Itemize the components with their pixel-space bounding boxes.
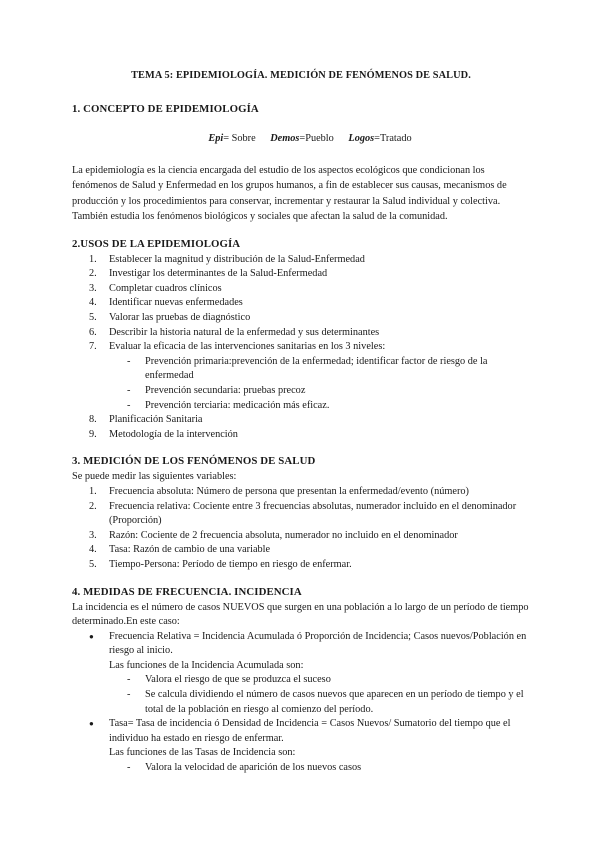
- sub-list-item: - Prevención terciaria: medicación más eficaz.: [127, 399, 330, 411]
- sub-list-item: - Se calcula dividiendo el número de casos nuevos que aparecen en un período de tiempo y el total de la población en riesgo al comienzo del período.: [127, 689, 524, 715]
- list-item: 1. Frecuencia absoluta: Número de persona que presentan la enfermedad/evento (número): [89, 485, 469, 497]
- section-4: [72, 586, 530, 776]
- list-item: 4. Tasa: Razón de cambio de una variable: [89, 544, 271, 556]
- section-2: [72, 238, 530, 443]
- list-item: 8. Planificación Sanitaria: [89, 414, 203, 426]
- section-2-heading: 2.USOS DE LA EPIDEMIOLOGÍA: [72, 237, 241, 250]
- bullet-note: Las funciones de la Incidencia Acumulada son:: [109, 659, 304, 671]
- sub-list-item: - Valora el riesgo de que se produzca el suceso: [127, 674, 331, 686]
- section-4-intro: La incidencia es el número de casos NUEVOS que surgen en una población a lo largo de un período de tiempo determinado.En este caso:: [72, 601, 529, 628]
- list-item: 7. Evaluar la eficacia de las intervenciones sanitarias en los 3 niveles:: [89, 341, 386, 353]
- list-item: 1. Establecer la magnitud y distribución de la Salud-Enfermedad: [89, 253, 365, 265]
- list-item: 9. Metodología de la intervención: [89, 428, 238, 440]
- bullet-item: ● Frecuencia Relativa = Incidencia Acumulada ó Proporción de Incidencia; Casos nuevos/Población en riesgo al inicio.: [89, 630, 527, 657]
- frequency-list: [72, 630, 530, 776]
- section-1-heading: 1. CONCEPTO DE EPIDEMIOLOGÍA: [72, 103, 259, 115]
- sub-list-item: - Prevención primaria:prevención de la enfermedad; identificar factor de riesgo de la enfermedad: [127, 355, 488, 382]
- section-1-paragraph: La epidemiología es la ciencia encargada del estudio de los aspectos ecológicos que condicionan los fenómenos de Salud y Enfermedad en los grupos humanos, a fin de establecer sus causas, mecanismos de producción y los procedimientos para conservar, incrementar y restaurar la Salud individual y colectiva. También estudia los fenómenos biológicos y sociales que afectan la salud de la comunidad.: [72, 165, 507, 223]
- etymology-line: [102, 133, 530, 144]
- list-item: 5. Valorar las pruebas de diagnóstico: [89, 312, 251, 323]
- sub-list-item: - Prevención secundaria: pruebas precoz: [127, 384, 306, 396]
- etymology-epi: Epi= Sobre: [208, 133, 256, 144]
- uses-list: [72, 253, 530, 443]
- variables-list: [72, 485, 530, 573]
- sub-list-item: - Valora la velocidad de aparición de los nuevos casos: [127, 762, 362, 774]
- bullet-item: ● Tasa= Tasa de incidencia ó Densidad de Incidencia = Casos Nuevos/ Sumatorio del tiempo que el individuo ha estado en riesgo de enfermar.: [89, 718, 511, 744]
- list-item: 2. Frecuencia relativa: Cociente entre 3 frecuencias absolutas, numerador incluido en el denominador (Proporción): [89, 500, 517, 527]
- section-3-heading: 3. MEDICIÓN DE LOS FENÓMENOS DE SALUD: [72, 455, 316, 468]
- etymology-logos: Logos=Tratado: [348, 133, 412, 144]
- bullet-note: Las funciones de las Tasas de Incidencia son:: [109, 747, 296, 759]
- section-3-intro: Se puede medir las siguientes variables:: [72, 471, 237, 483]
- list-item: 3. Completar cuadros clínicos: [89, 282, 222, 294]
- section-4-heading: 4. MEDIDAS DE FRECUENCIA. INCIDENCIA: [72, 585, 302, 598]
- list-item: 6. Describir la historia natural de la enfermedad y sus determinantes: [89, 326, 380, 338]
- document-title: TEMA 5: EPIDEMIOLOGÍA. MEDICIÓN DE FENÓMENOS DE SALUD.: [131, 70, 471, 81]
- etymology-demos: Demos=Pueblo: [270, 133, 334, 144]
- list-item: 4. Identificar nuevas enfermedades: [89, 297, 243, 309]
- section-3: [72, 455, 530, 572]
- list-item: 3. Razón: Cociente de 2 frecuencia absoluta, numerador no incluido en el denominador: [89, 529, 458, 541]
- list-item: 2. Investigar los determinantes de la Salud-Enfermedad: [89, 268, 328, 280]
- list-item: 5. Tiempo-Persona: Período de tiempo en riesgo de enfermar.: [89, 558, 352, 570]
